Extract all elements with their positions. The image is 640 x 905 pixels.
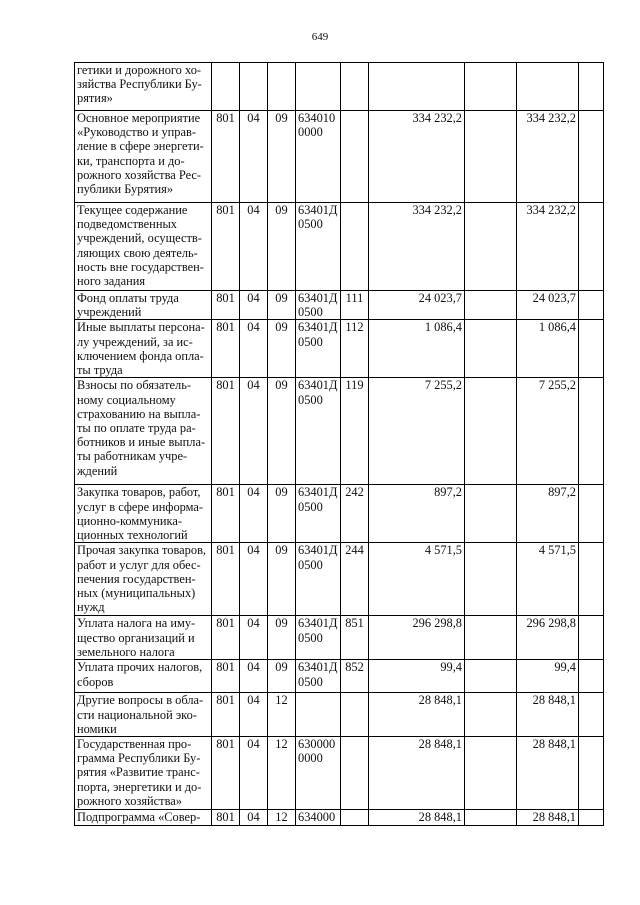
cell-subsection: 09 [268,203,296,291]
cell-extra [465,63,517,111]
cell-item-name: Закупка товаров, работ, услуг в сфере информа- ционно-коммуника- ционных технологий [75,485,212,543]
cell-last [579,111,604,203]
cell-grbs: 801 [212,378,240,485]
cell-amount: 28 848,1 [369,737,465,810]
cell-extra [465,485,517,543]
cell-grbs: 801 [212,485,240,543]
cell-expense-type: 112 [341,320,369,378]
cell-item-name: Основное мероприятие «Руководство и управ- ление в сфере энергети- ки, транспорта и до- рожного хозяйства Рес- публики Бурятия» [75,111,212,203]
cell-amount: 28 848,1 [369,693,465,737]
cell-extra [465,111,517,203]
cell-target-article: 63401Д 0500 [296,320,341,378]
cell-target-article: 63401Д 0500 [296,378,341,485]
cell-target-article: 634010 0000 [296,111,341,203]
cell-subsection: 12 [268,737,296,810]
cell-extra [465,203,517,291]
cell-grbs: 801 [212,203,240,291]
cell-last [579,693,604,737]
cell-expense-type: 851 [341,616,369,660]
cell-section: 04 [240,320,268,378]
cell-amount: 99,4 [369,660,465,693]
cell-grbs [212,63,240,111]
cell-item-name: Уплата прочих налогов, сборов [75,660,212,693]
cell-subsection [268,63,296,111]
cell-expense-type [341,111,369,203]
cell-expense-type [341,203,369,291]
cell-subsection: 09 [268,616,296,660]
cell-target-article: 63401Д 0500 [296,616,341,660]
cell-expense-type: 119 [341,378,369,485]
table-row [75,203,604,291]
cell-target-article: 63401Д 0500 [296,291,341,320]
cell-last [579,810,604,826]
table-row [75,378,604,485]
cell-item-name: Уплата налога на иму- щество организаций и земельного налога [75,616,212,660]
cell-target-article [296,693,341,737]
cell-section: 04 [240,203,268,291]
cell-last [579,378,604,485]
cell-subsection: 09 [268,320,296,378]
table-row [75,693,604,737]
cell-last [579,543,604,616]
cell-total: 28 848,1 [517,810,579,826]
cell-total: 7 255,2 [517,378,579,485]
cell-expense-type: 244 [341,543,369,616]
cell-total [517,63,579,111]
cell-total: 99,4 [517,660,579,693]
cell-subsection: 12 [268,810,296,826]
cell-expense-type [341,63,369,111]
cell-expense-type: 111 [341,291,369,320]
cell-grbs: 801 [212,111,240,203]
cell-grbs: 801 [212,543,240,616]
cell-section: 04 [240,543,268,616]
cell-item-name: Государственная про- грамма Республики Бу- рятия «Развитие транс- порта, энергетики и до- рожного хозяйства» [75,737,212,810]
cell-amount: 334 232,2 [369,203,465,291]
table-row [75,737,604,810]
cell-item-name: Текущее содержание подведомственных учреждений, осуществ- ляющих свою деятель- ность вне государствен- ного задания [75,203,212,291]
cell-item-name: Взносы по обязатель- ному социальному страхованию на выпла- ты по оплате труда ра- ботников и иные выпла- ты работникам учре- ждений [75,378,212,485]
cell-grbs: 801 [212,737,240,810]
cell-section: 04 [240,810,268,826]
cell-subsection: 09 [268,378,296,485]
cell-last [579,291,604,320]
cell-subsection: 09 [268,111,296,203]
cell-subsection: 12 [268,693,296,737]
table-row [75,320,604,378]
cell-total: 334 232,2 [517,203,579,291]
table-row [75,616,604,660]
cell-extra [465,810,517,826]
cell-subsection: 09 [268,291,296,320]
cell-amount [369,63,465,111]
cell-extra [465,693,517,737]
cell-amount: 24 023,7 [369,291,465,320]
page-number: 649 [311,31,329,43]
cell-total: 4 571,5 [517,543,579,616]
cell-last [579,660,604,693]
cell-amount: 334 232,2 [369,111,465,203]
cell-amount: 296 298,8 [369,616,465,660]
cell-section [240,63,268,111]
table-row [75,291,604,320]
cell-total: 28 848,1 [517,737,579,810]
cell-subsection: 09 [268,485,296,543]
cell-section: 04 [240,737,268,810]
cell-amount: 28 848,1 [369,810,465,826]
cell-last [579,616,604,660]
cell-expense-type: 242 [341,485,369,543]
budget-table [74,62,604,826]
cell-extra [465,291,517,320]
cell-total: 897,2 [517,485,579,543]
cell-extra [465,543,517,616]
cell-target-article: 63401Д 0500 [296,485,341,543]
cell-section: 04 [240,485,268,543]
cell-target-article: 63401Д 0500 [296,660,341,693]
cell-total: 28 848,1 [517,693,579,737]
cell-target-article [296,63,341,111]
table-row [75,810,604,826]
cell-item-name: Подпрограмма «Совер- [75,810,212,826]
cell-total: 334 232,2 [517,111,579,203]
cell-grbs: 801 [212,660,240,693]
cell-extra [465,320,517,378]
cell-last [579,320,604,378]
cell-extra [465,737,517,810]
table-row [75,63,604,111]
cell-amount: 1 086,4 [369,320,465,378]
cell-subsection: 09 [268,543,296,616]
cell-total: 296 298,8 [517,616,579,660]
cell-extra [465,660,517,693]
cell-amount: 7 255,2 [369,378,465,485]
cell-section: 04 [240,616,268,660]
cell-expense-type [341,693,369,737]
cell-last [579,737,604,810]
cell-total: 1 086,4 [517,320,579,378]
cell-item-name: гетики и дорожного хо- зяйства Республики Бу- рятия» [75,63,212,111]
table-row [75,660,604,693]
cell-target-article: 630000 0000 [296,737,341,810]
cell-last [579,485,604,543]
cell-section: 04 [240,291,268,320]
cell-extra [465,616,517,660]
cell-expense-type: 852 [341,660,369,693]
cell-section: 04 [240,693,268,737]
cell-amount: 897,2 [369,485,465,543]
cell-amount: 4 571,5 [369,543,465,616]
cell-section: 04 [240,660,268,693]
cell-grbs: 801 [212,693,240,737]
table-row [75,485,604,543]
cell-grbs: 801 [212,616,240,660]
cell-target-article: 634000 [296,810,341,826]
cell-last [579,203,604,291]
cell-expense-type [341,810,369,826]
cell-grbs: 801 [212,291,240,320]
cell-total: 24 023,7 [517,291,579,320]
table-row [75,543,604,616]
cell-subsection: 09 [268,660,296,693]
table-row [75,111,604,203]
cell-item-name: Иные выплаты персона- лу учреждений, за ис- ключением фонда опла- ты труда [75,320,212,378]
cell-section: 04 [240,378,268,485]
cell-last [579,63,604,111]
cell-target-article: 63401Д 0500 [296,543,341,616]
cell-item-name: Другие вопросы в обла- сти национальной эко- номики [75,693,212,737]
cell-item-name: Прочая закупка товаров, работ и услуг для обес- печения государствен- ных (муниципальных) нужд [75,543,212,616]
cell-expense-type [341,737,369,810]
cell-extra [465,378,517,485]
cell-grbs: 801 [212,320,240,378]
cell-grbs: 801 [212,810,240,826]
cell-item-name: Фонд оплаты труда учреждений [75,291,212,320]
cell-section: 04 [240,111,268,203]
cell-target-article: 63401Д 0500 [296,203,341,291]
